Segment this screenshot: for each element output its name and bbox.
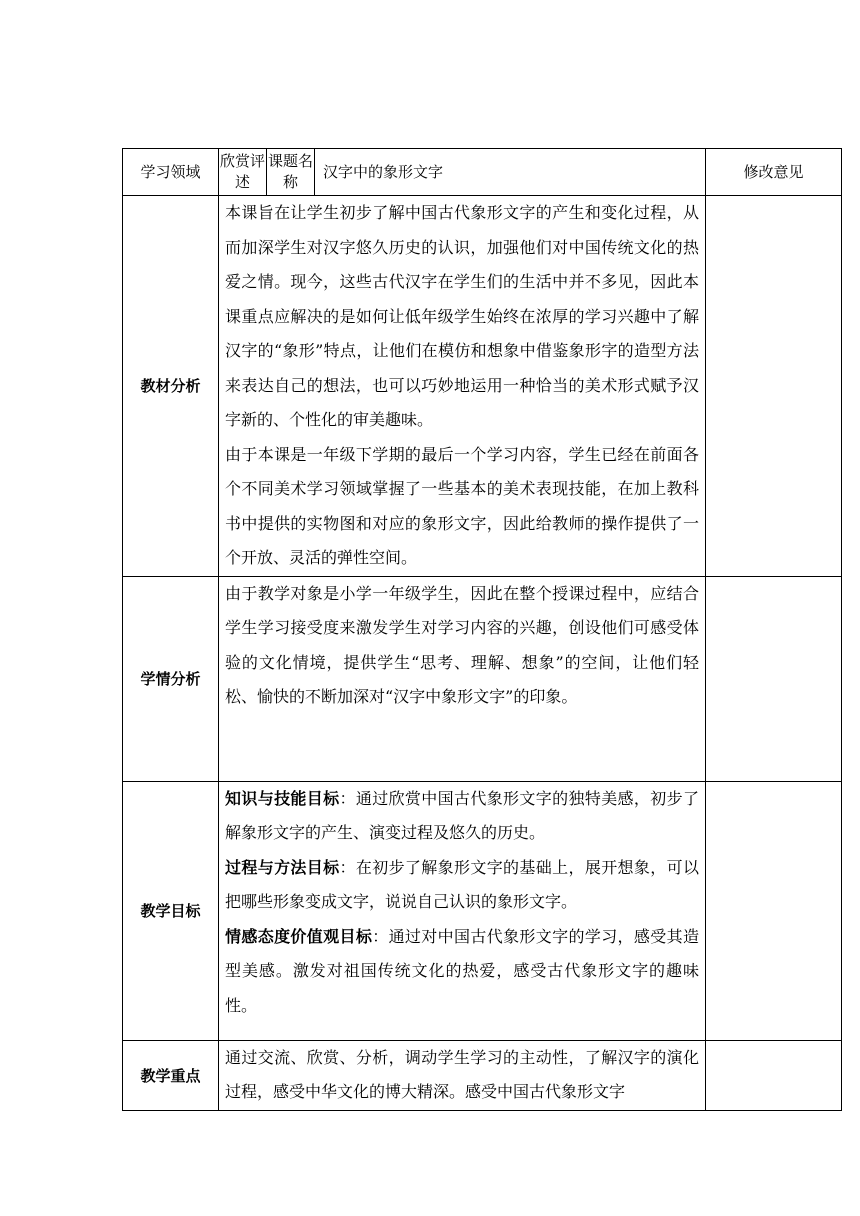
goal-process [225, 851, 699, 920]
row-label: 教材分析 [140, 377, 201, 396]
goal-knowledge [225, 782, 699, 851]
revision-header-cell [706, 149, 842, 196]
goal-text: ：通过欣赏中国古代象形文字的独特美感，初步了解象形文字的产生、演变过程及悠久的历史。 [225, 788, 699, 842]
goal-attitude [225, 920, 699, 1024]
row-teaching-goals [123, 781, 842, 1040]
goal-text: ：在初步了解象形文字的基础上，展开想象，可以把哪些形象变成文字，说说自己认识的象形文字。 [225, 857, 699, 911]
title-value-cell [315, 149, 706, 196]
row-label-cell [123, 781, 219, 1040]
row-material-analysis [123, 196, 842, 577]
row-label: 教学重点 [140, 1066, 201, 1085]
paragraph: 由于教学对象是小学一年级学生，因此在整个授课过程中，应结合学生学习接受度来激发学生对学习内容的兴趣，创设他们可感受体验的文化情境，提供学生“思考、理解、想象”的空间，让他们轻松、愉快的不断加深对“汉字中象形文字”的印象。 [225, 583, 699, 706]
paragraph: 通过交流、欣赏、分析，调动学生学习的主动性，了解汉字的演化过程，感受中华文化的博大精深。感受中国古代象形文字 [225, 1047, 699, 1101]
row-label-cell [123, 1040, 219, 1110]
goal-title: 过程与方法目标 [225, 857, 340, 877]
revision-cell [706, 781, 842, 1040]
content-cell [219, 576, 706, 781]
paragraph: 本课旨在让学生初步了解中国古代象形文字的产生和变化过程，从而加深学生对汉字悠久历史的认识，加强他们对中国传统文化的热爱之情。现今，这些古代汉字在学生们的生活中并不多见，因此本课重点应解决的是如何让低年级学生始终在浓厚的学习兴趣中了解汉字的“象形”特点，让他们在模仿和想象中借鉴象形字的造型方法来表达自己的想法，也可以巧妙地运用一种恰当的美术形式赋予汉字新的、个性化的审美趣味。 [225, 203, 699, 429]
revision-cell [706, 576, 842, 781]
title-label-cell [267, 149, 315, 196]
domain-label-cell [123, 149, 219, 196]
domain-label: 学习领域 [140, 162, 201, 181]
title-label: 课题名称 [267, 152, 313, 191]
revision-cell [706, 1040, 842, 1110]
revision-cell [706, 196, 842, 577]
content-cell [219, 1040, 706, 1110]
row-label-cell [123, 196, 219, 577]
paragraph: 由于本课是一年级下学期的最后一个学习内容，学生已经在前面各个不同美术学习领域掌握了一些基本的美术表现技能，在加上教科书中提供的实物图和对应的象形文字，因此给教师的操作提供了一个开放、灵活的弹性空间。 [225, 444, 699, 567]
goal-title: 情感态度价值观目标 [225, 926, 373, 946]
row-label: 教学目标 [140, 902, 201, 920]
revision-label: 修改意见 [743, 162, 804, 181]
lesson-plan-table [122, 148, 842, 1111]
goal-title: 知识与技能目标 [225, 788, 340, 808]
row-teaching-focus [123, 1040, 842, 1110]
domain-value-cell [219, 149, 267, 196]
content-cell [219, 781, 706, 1040]
row-label-cell [123, 576, 219, 781]
lesson-title: 汉字中的象形文字 [323, 162, 444, 181]
row-learner-analysis [123, 576, 842, 781]
row-label: 学情分析 [140, 670, 201, 688]
goal-text: ：通过对中国古代象形文字的学习，感受其造型美感。激发对祖国传统文化的热爱，感受古代象形文字的趣味性。 [225, 926, 699, 1015]
content-cell [219, 196, 706, 577]
header-row [123, 149, 842, 196]
domain-value: 欣赏评述 [219, 152, 265, 191]
